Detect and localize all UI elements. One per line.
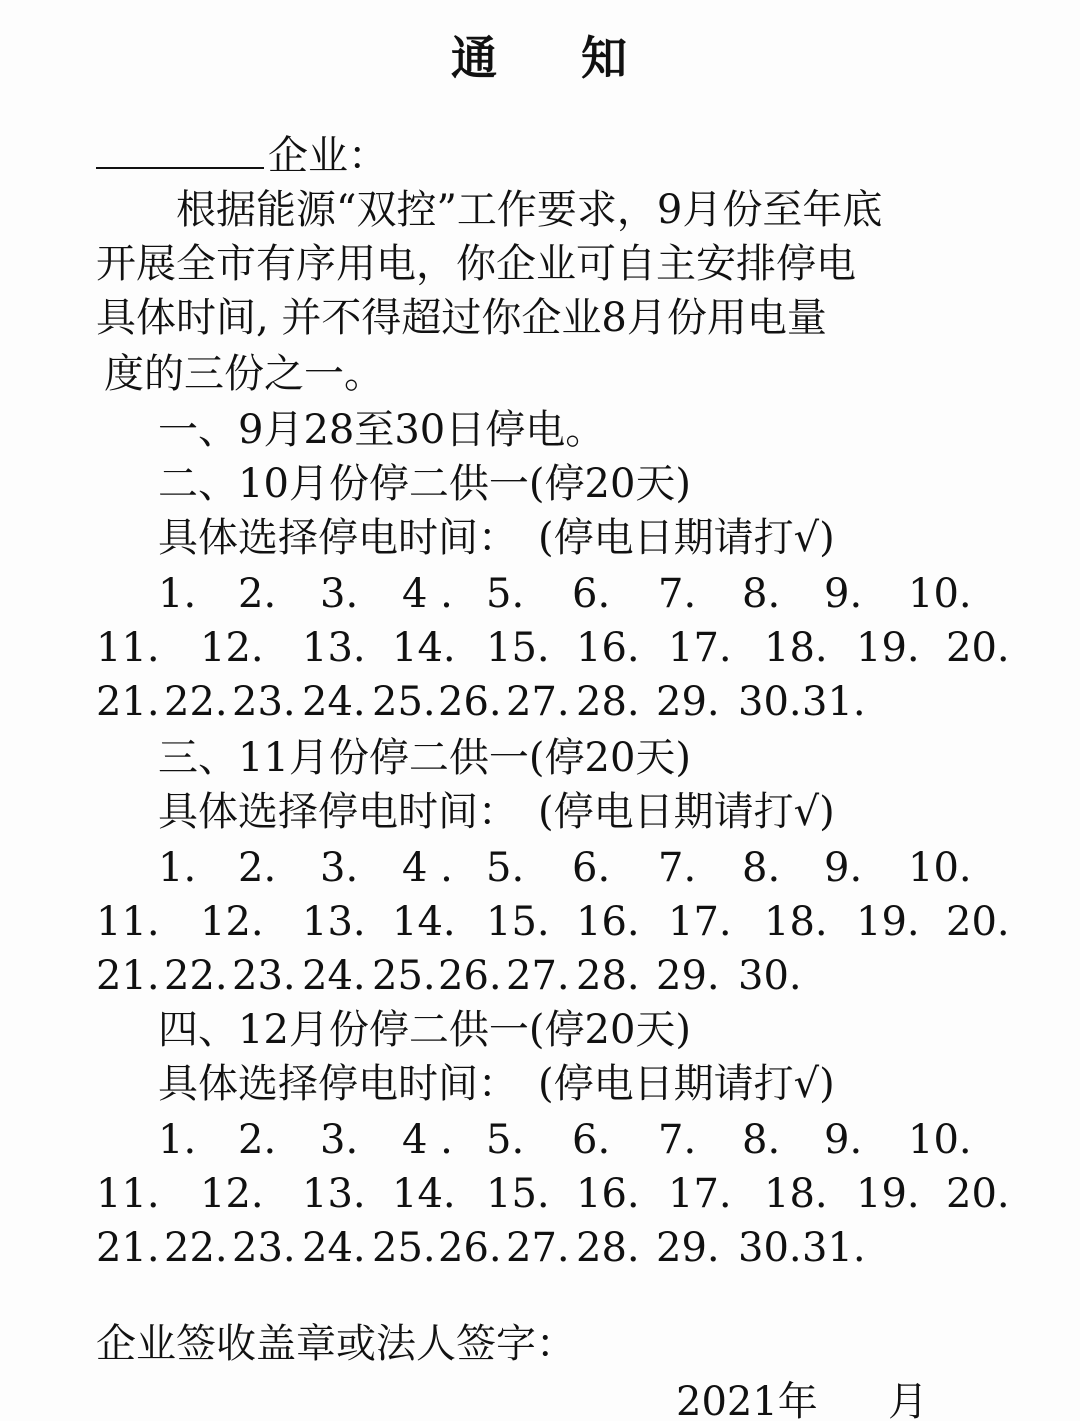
date-option: 24. [302,953,366,999]
date-row [96,570,1008,618]
date-option: 5. [486,845,525,891]
body-paragraph-line-3: 具体时间, 并不得超过你企业8月份用电量 [96,295,827,341]
date-option: 30. [738,953,802,999]
date-option: 27. [506,953,570,999]
date-option: 11. [96,899,160,945]
date-option: 28. [576,953,640,999]
body-paragraph-line-4: 度的三份之一。 [104,351,384,397]
date-option: 17. [668,1171,732,1217]
date-option: 7. [658,845,697,891]
date-option: 28. [576,1225,640,1271]
item-2-instruction: 具体选择停电时间： (停电日期请打√) [158,515,835,561]
date-option: 8. [742,571,781,617]
date-option: 9. [824,1117,863,1163]
date-option: 17. [668,899,732,945]
date-option: 13. [302,1171,366,1217]
document-title [0,22,1080,88]
date-option: 15. [486,899,550,945]
date-option: 2. [238,571,277,617]
date-option: 26. [438,953,502,999]
date-option: 19. [856,899,920,945]
date-option: 8. [742,845,781,891]
date-option: 25. [372,953,436,999]
date-option: 14. [392,1171,456,1217]
date-option: 6. [572,845,611,891]
date-row [96,952,1008,1000]
date-option: 29. [656,679,720,725]
item-2-heading: 二、10月份停二供一(停20天) [158,461,692,507]
item-1-heading: 一、9月28至30日停电。 [158,407,606,453]
date-option: 26. [438,679,502,725]
date-option: 14. [392,899,456,945]
date-option: 14. [392,625,456,671]
date-option: 3. [320,845,359,891]
date-option: 22. [164,1225,228,1271]
date-option: 9. [824,845,863,891]
date-row [96,1170,1008,1218]
date-option: 23. [232,953,296,999]
date-option: 31. [802,679,866,725]
date-option: 31. [802,1225,866,1271]
date-option: 5. [486,1117,525,1163]
date-option: 27. [506,1225,570,1271]
date-option: 23. [232,679,296,725]
date-option: 6. [572,571,611,617]
date-option: 4 . [402,845,453,891]
signature-label: 企业签收盖章或法人签字： [96,1321,576,1367]
date-option: 13. [302,625,366,671]
date-option: 19. [856,625,920,671]
date-option: 26. [438,1225,502,1271]
date-option: 1. [158,845,197,891]
date-option: 10. [908,845,972,891]
date-option: 7. [658,1117,697,1163]
date-option: 18. [764,1171,828,1217]
date-row [96,1224,1008,1272]
date-option: 29. [656,1225,720,1271]
date-month: 月 [888,1379,928,1425]
date-option: 21. [96,1225,160,1271]
addressee-line [96,132,388,180]
date-option: 16. [576,1171,640,1217]
date-option: 27. [506,679,570,725]
item-3-instruction: 具体选择停电时间： (停电日期请打√) [158,789,835,835]
title-char-2: 知 [581,31,629,85]
item-4-instruction: 具体选择停电时间： (停电日期请打√) [158,1061,835,1107]
date-option: 30. [738,1225,802,1271]
date-option: 28. [576,679,640,725]
date-option: 1. [158,1117,197,1163]
date-row [96,624,1008,672]
date-option: 10. [908,571,972,617]
date-option: 24. [302,1225,366,1271]
date-option: 12. [200,899,264,945]
date-option: 19. [856,1171,920,1217]
date-option: 15. [486,1171,550,1217]
date-option: 11. [96,625,160,671]
date-option: 3. [320,571,359,617]
date-year: 2021年 [676,1379,818,1425]
date-option: 21. [96,953,160,999]
item-3-heading: 三、11月份停二供一(停20天) [158,735,692,781]
date-option: 24. [302,679,366,725]
date-option: 9. [824,571,863,617]
date-option: 23. [232,1225,296,1271]
item-4-heading: 四、12月份停二供一(停20天) [158,1007,692,1053]
date-option: 2. [238,1117,277,1163]
date-row [96,1116,1008,1164]
date-option: 7. [658,571,697,617]
date-row [96,678,1008,726]
date-option: 4 . [402,571,453,617]
date-option: 12. [200,1171,264,1217]
date-option: 15. [486,625,550,671]
date-option: 5. [486,571,525,617]
date-option: 13. [302,899,366,945]
date-option: 20. [946,899,1010,945]
date-option: 18. [764,625,828,671]
date-option: 21. [96,679,160,725]
date-option: 16. [576,625,640,671]
date-row [96,844,1008,892]
date-option: 16. [576,899,640,945]
date-option: 22. [164,953,228,999]
date-option: 2. [238,845,277,891]
date-option: 10. [908,1117,972,1163]
date-row [96,898,1008,946]
addressee-blank [96,133,264,169]
date-option: 4 . [402,1117,453,1163]
date-option: 8. [742,1117,781,1163]
date-option: 29. [656,953,720,999]
date-option: 3. [320,1117,359,1163]
date-option: 11. [96,1171,160,1217]
date-option: 17. [668,625,732,671]
body-paragraph-line-2: 开展全市有序用电，你企业可自主安排停电 [96,241,856,287]
date-option: 1. [158,571,197,617]
title-char-1: 通 [451,31,499,85]
date-option: 20. [946,1171,1010,1217]
date-option: 25. [372,1225,436,1271]
addressee-suffix: 企业： [268,133,388,179]
date-option: 12. [200,625,264,671]
date-option: 22. [164,679,228,725]
date-option: 30. [738,679,802,725]
date-option: 20. [946,625,1010,671]
date-option: 18. [764,899,828,945]
date-option: 6. [572,1117,611,1163]
date-option: 25. [372,679,436,725]
body-paragraph-line-1: 根据能源“双控”工作要求，9月份至年底 [176,187,883,233]
